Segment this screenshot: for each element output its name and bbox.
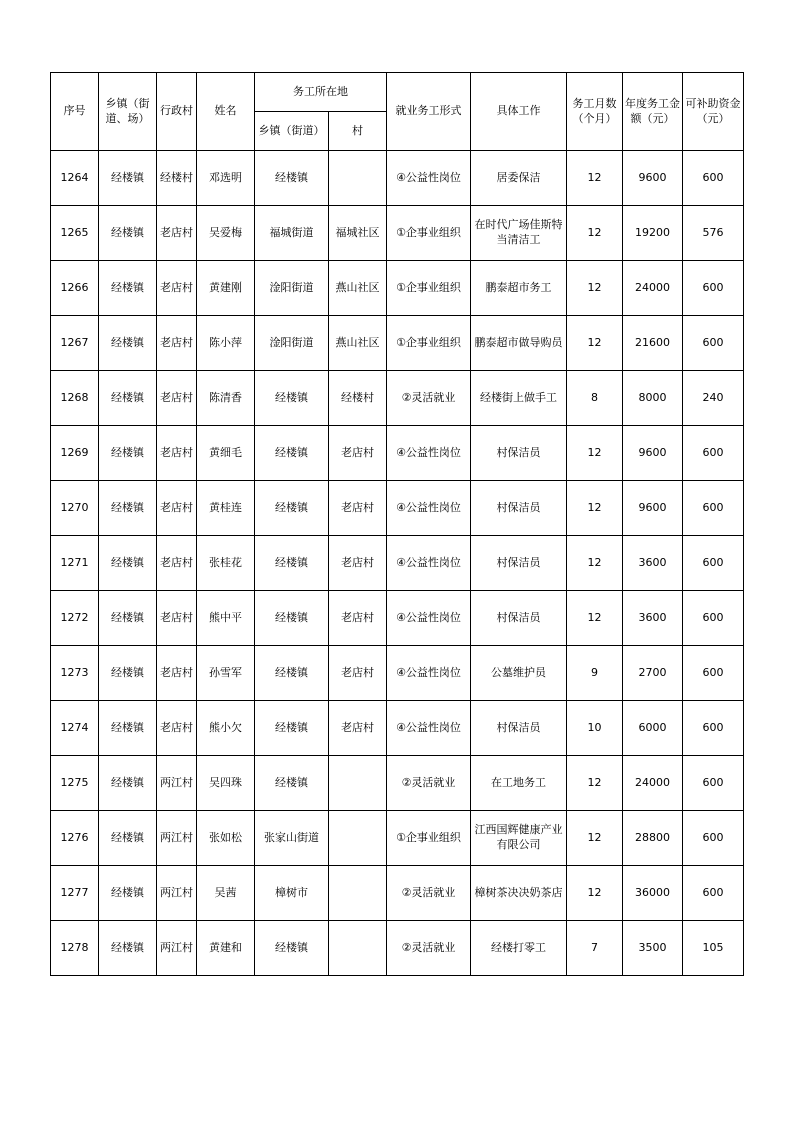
cell-months: 10 (567, 701, 623, 756)
cell-employment-form: ②灵活就业 (387, 921, 471, 976)
cell-specific-job: 江西国辉健康产业有限公司 (471, 811, 567, 866)
cell-seq: 1270 (51, 481, 99, 536)
table-row (51, 811, 744, 866)
header-specific-job: 具体工作 (471, 73, 567, 151)
cell-subsidy: 600 (683, 646, 744, 701)
cell-name: 陈小萍 (197, 316, 255, 371)
cell-village: 老店村 (157, 646, 197, 701)
cell-employment-form: ②灵活就业 (387, 756, 471, 811)
cell-work-village (329, 921, 387, 976)
cell-employment-form: ①企事业组织 (387, 811, 471, 866)
cell-specific-job: 在工地务工 (471, 756, 567, 811)
cell-specific-job: 村保洁员 (471, 481, 567, 536)
cell-annual-amount: 9600 (623, 151, 683, 206)
cell-work-town: 淦阳街道 (255, 316, 329, 371)
cell-work-town: 经楼镇 (255, 151, 329, 206)
cell-annual-amount: 2700 (623, 646, 683, 701)
cell-specific-job: 村保洁员 (471, 426, 567, 481)
cell-village: 老店村 (157, 701, 197, 756)
cell-work-village: 老店村 (329, 701, 387, 756)
cell-employment-form: ②灵活就业 (387, 866, 471, 921)
cell-subsidy: 600 (683, 591, 744, 646)
cell-village: 老店村 (157, 426, 197, 481)
cell-work-town: 经楼镇 (255, 591, 329, 646)
cell-subsidy: 600 (683, 756, 744, 811)
table-row (51, 371, 744, 426)
cell-seq: 1271 (51, 536, 99, 591)
cell-subsidy: 240 (683, 371, 744, 426)
cell-annual-amount: 19200 (623, 206, 683, 261)
cell-work-village (329, 756, 387, 811)
cell-seq: 1277 (51, 866, 99, 921)
cell-specific-job: 村保洁员 (471, 536, 567, 591)
cell-seq: 1276 (51, 811, 99, 866)
cell-specific-job: 公墓维护员 (471, 646, 567, 701)
cell-name: 孙雪军 (197, 646, 255, 701)
table-row (51, 921, 744, 976)
cell-name: 黄细毛 (197, 426, 255, 481)
cell-annual-amount: 6000 (623, 701, 683, 756)
cell-work-village: 燕山社区 (329, 316, 387, 371)
cell-seq: 1266 (51, 261, 99, 316)
cell-specific-job: 居委保洁 (471, 151, 567, 206)
cell-work-village: 经楼村 (329, 371, 387, 426)
cell-subsidy: 600 (683, 481, 744, 536)
cell-work-town: 经楼镇 (255, 536, 329, 591)
header-work-town: 乡镇（街道） (255, 112, 329, 151)
cell-work-town: 经楼镇 (255, 646, 329, 701)
cell-town: 经楼镇 (99, 701, 157, 756)
table-row (51, 646, 744, 701)
cell-annual-amount: 28800 (623, 811, 683, 866)
cell-work-village: 老店村 (329, 426, 387, 481)
cell-name: 黄建和 (197, 921, 255, 976)
cell-village: 两江村 (157, 921, 197, 976)
cell-seq: 1265 (51, 206, 99, 261)
cell-name: 吴四珠 (197, 756, 255, 811)
cell-employment-form: ④公益性岗位 (387, 701, 471, 756)
cell-name: 黄桂连 (197, 481, 255, 536)
cell-town: 经楼镇 (99, 811, 157, 866)
header-subsidy: 可补助资金（元） (683, 73, 744, 151)
cell-village: 老店村 (157, 481, 197, 536)
cell-work-town: 淦阳街道 (255, 261, 329, 316)
cell-seq: 1272 (51, 591, 99, 646)
cell-town: 经楼镇 (99, 261, 157, 316)
cell-town: 经楼镇 (99, 866, 157, 921)
cell-employment-form: ①企事业组织 (387, 316, 471, 371)
cell-subsidy: 105 (683, 921, 744, 976)
cell-name: 熊中平 (197, 591, 255, 646)
cell-work-village: 老店村 (329, 591, 387, 646)
cell-annual-amount: 36000 (623, 866, 683, 921)
table-row (51, 426, 744, 481)
header-name: 姓名 (197, 73, 255, 151)
cell-seq: 1278 (51, 921, 99, 976)
header-work-village: 村 (329, 112, 387, 151)
cell-name: 陈清香 (197, 371, 255, 426)
cell-town: 经楼镇 (99, 316, 157, 371)
table-row (51, 701, 744, 756)
cell-annual-amount: 3500 (623, 921, 683, 976)
cell-town: 经楼镇 (99, 151, 157, 206)
cell-seq: 1264 (51, 151, 99, 206)
cell-employment-form: ④公益性岗位 (387, 536, 471, 591)
cell-seq: 1269 (51, 426, 99, 481)
cell-work-town: 经楼镇 (255, 371, 329, 426)
cell-annual-amount: 3600 (623, 591, 683, 646)
cell-town: 经楼镇 (99, 206, 157, 261)
cell-months: 8 (567, 371, 623, 426)
header-work-location: 务工所在地 (255, 73, 387, 112)
cell-months: 12 (567, 866, 623, 921)
cell-village: 两江村 (157, 756, 197, 811)
cell-village: 老店村 (157, 591, 197, 646)
cell-seq: 1267 (51, 316, 99, 371)
cell-town: 经楼镇 (99, 646, 157, 701)
cell-annual-amount: 24000 (623, 756, 683, 811)
cell-specific-job: 樟树茶决决奶茶店 (471, 866, 567, 921)
cell-specific-job: 在时代广场佳斯特当清洁工 (471, 206, 567, 261)
table-row (51, 261, 744, 316)
cell-village: 老店村 (157, 536, 197, 591)
cell-months: 12 (567, 261, 623, 316)
cell-name: 黄建刚 (197, 261, 255, 316)
table-header (51, 73, 744, 151)
cell-name: 吴爱梅 (197, 206, 255, 261)
cell-work-village (329, 811, 387, 866)
table-row (51, 591, 744, 646)
cell-specific-job: 经楼打零工 (471, 921, 567, 976)
cell-annual-amount: 9600 (623, 426, 683, 481)
cell-work-village: 老店村 (329, 646, 387, 701)
header-village: 行政村 (157, 73, 197, 151)
cell-months: 12 (567, 756, 623, 811)
cell-employment-form: ④公益性岗位 (387, 426, 471, 481)
cell-town: 经楼镇 (99, 426, 157, 481)
cell-months: 12 (567, 426, 623, 481)
cell-specific-job: 村保洁员 (471, 701, 567, 756)
cell-months: 12 (567, 536, 623, 591)
cell-months: 9 (567, 646, 623, 701)
cell-annual-amount: 9600 (623, 481, 683, 536)
cell-town: 经楼镇 (99, 921, 157, 976)
cell-village: 老店村 (157, 316, 197, 371)
table-header-row-1 (51, 73, 744, 112)
table-row (51, 151, 744, 206)
cell-name: 张桂花 (197, 536, 255, 591)
cell-specific-job: 经楼街上做手工 (471, 371, 567, 426)
cell-town: 经楼镇 (99, 756, 157, 811)
cell-subsidy: 600 (683, 261, 744, 316)
cell-employment-form: ④公益性岗位 (387, 646, 471, 701)
cell-months: 12 (567, 151, 623, 206)
cell-work-town: 樟树市 (255, 866, 329, 921)
cell-seq: 1275 (51, 756, 99, 811)
cell-months: 7 (567, 921, 623, 976)
cell-work-town: 经楼镇 (255, 921, 329, 976)
cell-work-town: 福城街道 (255, 206, 329, 261)
cell-town: 经楼镇 (99, 481, 157, 536)
cell-work-village: 老店村 (329, 481, 387, 536)
cell-work-town: 经楼镇 (255, 701, 329, 756)
cell-village: 两江村 (157, 811, 197, 866)
table-row (51, 206, 744, 261)
cell-annual-amount: 3600 (623, 536, 683, 591)
cell-months: 12 (567, 481, 623, 536)
cell-annual-amount: 21600 (623, 316, 683, 371)
cell-employment-form: ④公益性岗位 (387, 591, 471, 646)
header-seq: 序号 (51, 73, 99, 151)
cell-work-village: 福城社区 (329, 206, 387, 261)
cell-months: 12 (567, 206, 623, 261)
cell-employment-form: ④公益性岗位 (387, 481, 471, 536)
cell-subsidy: 600 (683, 811, 744, 866)
cell-work-village (329, 866, 387, 921)
cell-subsidy: 600 (683, 701, 744, 756)
cell-specific-job: 村保洁员 (471, 591, 567, 646)
cell-subsidy: 600 (683, 151, 744, 206)
subsidy-table (50, 72, 744, 976)
cell-subsidy: 600 (683, 426, 744, 481)
cell-subsidy: 576 (683, 206, 744, 261)
header-town: 乡镇（街道、场） (99, 73, 157, 151)
cell-town: 经楼镇 (99, 371, 157, 426)
cell-work-town: 张家山街道 (255, 811, 329, 866)
cell-months: 12 (567, 811, 623, 866)
table-body (51, 151, 744, 976)
cell-specific-job: 鹏泰超市务工 (471, 261, 567, 316)
cell-work-town: 经楼镇 (255, 481, 329, 536)
table-row (51, 866, 744, 921)
cell-annual-amount: 8000 (623, 371, 683, 426)
cell-employment-form: ②灵活就业 (387, 371, 471, 426)
cell-subsidy: 600 (683, 536, 744, 591)
cell-employment-form: ④公益性岗位 (387, 151, 471, 206)
table-row (51, 756, 744, 811)
header-employment-form: 就业务工形式 (387, 73, 471, 151)
cell-months: 12 (567, 591, 623, 646)
cell-months: 12 (567, 316, 623, 371)
table-row (51, 536, 744, 591)
cell-work-town: 经楼镇 (255, 756, 329, 811)
cell-work-village (329, 151, 387, 206)
cell-village: 两江村 (157, 866, 197, 921)
cell-village: 老店村 (157, 371, 197, 426)
cell-name: 吴茜 (197, 866, 255, 921)
cell-seq: 1268 (51, 371, 99, 426)
cell-seq: 1273 (51, 646, 99, 701)
header-months: 务工月数（个月） (567, 73, 623, 151)
cell-village: 老店村 (157, 261, 197, 316)
cell-subsidy: 600 (683, 316, 744, 371)
table-row (51, 316, 744, 371)
cell-work-village: 燕山社区 (329, 261, 387, 316)
cell-work-town: 经楼镇 (255, 426, 329, 481)
cell-specific-job: 鹏泰超市做导购员 (471, 316, 567, 371)
cell-annual-amount: 24000 (623, 261, 683, 316)
cell-employment-form: ①企事业组织 (387, 206, 471, 261)
cell-subsidy: 600 (683, 866, 744, 921)
cell-town: 经楼镇 (99, 591, 157, 646)
cell-name: 熊小欠 (197, 701, 255, 756)
cell-name: 张如松 (197, 811, 255, 866)
cell-employment-form: ①企事业组织 (387, 261, 471, 316)
cell-seq: 1274 (51, 701, 99, 756)
cell-name: 邓选明 (197, 151, 255, 206)
cell-village: 老店村 (157, 206, 197, 261)
header-annual-amount: 年度务工金额（元） (623, 73, 683, 151)
cell-town: 经楼镇 (99, 536, 157, 591)
cell-village: 经楼村 (157, 151, 197, 206)
table-row (51, 481, 744, 536)
cell-work-village: 老店村 (329, 536, 387, 591)
